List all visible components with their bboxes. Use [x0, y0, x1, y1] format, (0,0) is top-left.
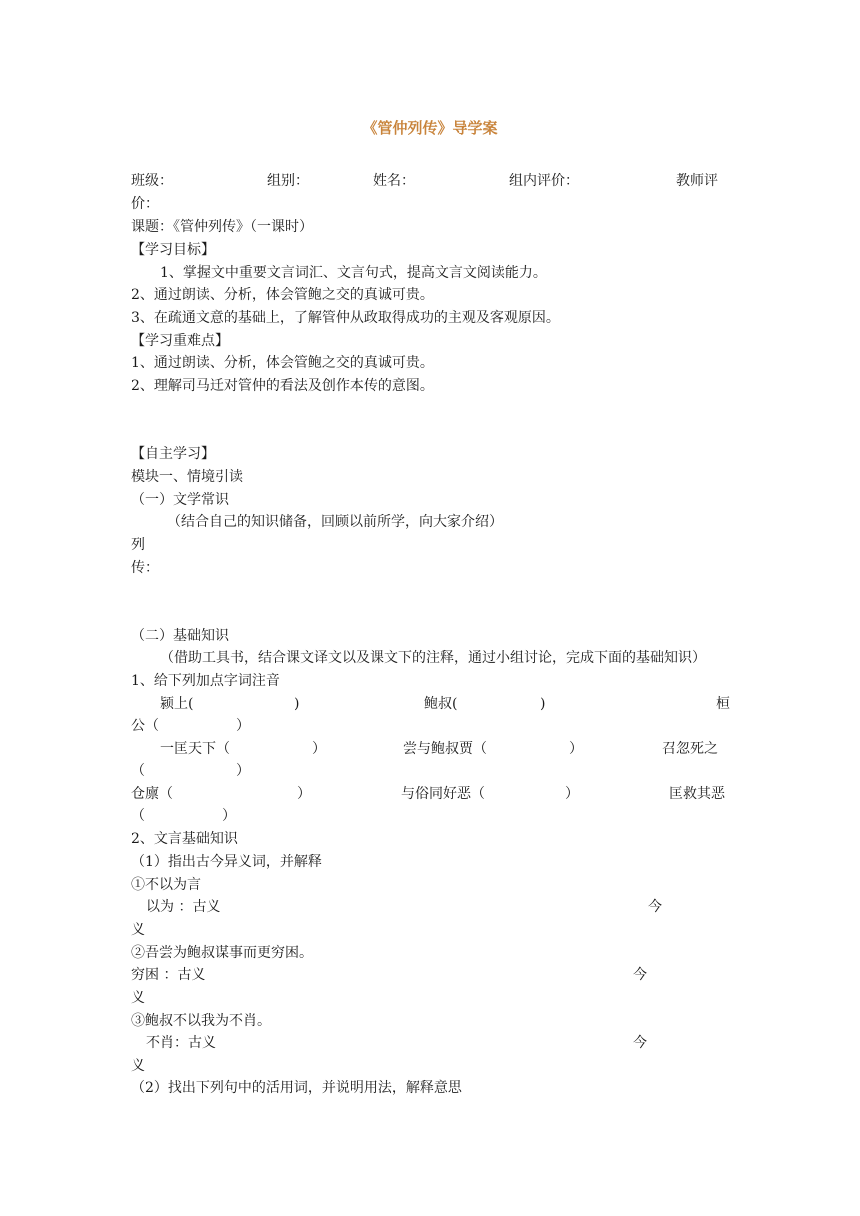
goal-item-2: 2、通过朗读、分析，体会管鲍之交的真诚可贵。: [131, 287, 434, 303]
name-label: 姓名：: [373, 173, 415, 189]
question-1: 1、给下列加点字词注音: [131, 673, 280, 689]
section2-note: （借助工具书，结合课文译文以及课文下的注释，通过小组讨论，完成下面的基础知识）: [160, 650, 706, 666]
yi-label: 义: [131, 922, 145, 938]
paren-close: ): [540, 696, 546, 712]
section2-heading: （二）基础知识: [131, 628, 229, 644]
page-title: 《管仲列传》导学案: [362, 119, 498, 137]
key-points-heading: 【学习重难点】: [131, 333, 229, 349]
paren-close: ): [294, 696, 300, 712]
question-2: 2、文言基础知识: [131, 831, 238, 847]
paren-close: ）: [565, 786, 579, 802]
pinyin-item: 召忽死之: [662, 741, 718, 757]
paren-close: ）: [569, 741, 583, 757]
pinyin-item-wrap: 公（: [131, 718, 159, 734]
topic-line: 课题：《管仲列传》（一课时）: [131, 219, 313, 235]
teacher-eval-wrap: 价：: [131, 196, 159, 212]
pinyin-item-wrap: （: [131, 763, 145, 779]
pinyin-item: 仓廪（: [131, 786, 173, 802]
paren-close: ）: [312, 741, 326, 757]
peer-eval-label: 组内评价：: [509, 173, 579, 189]
yi-label: 义: [131, 1058, 145, 1074]
example-word: 以为 ：古义: [146, 899, 221, 915]
question-2-2: （2）找出下列句中的活用词，并说明用法，解释意思: [131, 1080, 462, 1096]
key-point-2: 2、理解司马迁对管仲的看法及创作本传的意图。: [131, 378, 434, 394]
paren-close: ）: [297, 786, 311, 802]
pinyin-item-wrap: （: [131, 808, 145, 824]
section1-heading: （一）文学常识: [131, 492, 229, 508]
pinyin-item: 颍上(: [160, 696, 194, 712]
pinyin-item: 尝与鲍叔贾（: [403, 741, 487, 757]
paren-close: ）: [236, 718, 250, 734]
goal-item-3: 3、在疏通文意的基础上，了解管仲从政取得成功的主观及客观原因。: [131, 310, 560, 326]
pinyin-item: 与俗同好恶（: [401, 786, 485, 802]
class-label: 班级：: [131, 173, 173, 189]
paren-close: ）: [236, 763, 250, 779]
example-word: 穷困 ：古义: [131, 967, 206, 983]
jin-label: 今: [633, 1035, 647, 1051]
pinyin-item: 一匡天下（: [160, 741, 230, 757]
group-label: 组别：: [267, 173, 309, 189]
section1-note: （结合自己的知识储备，回顾以前所学，向大家介绍）: [167, 514, 503, 530]
example-word: 不肖：古义: [146, 1035, 216, 1051]
example-sentence: ①不以为言: [131, 877, 201, 893]
goal-item-1: 1、掌握文中重要文言词汇、文言句式，提高文言文阅读能力。: [160, 265, 547, 281]
pinyin-item: 匡救其恶: [669, 786, 725, 802]
lie-label: 列: [131, 537, 145, 553]
paren-close: ）: [222, 808, 236, 824]
example-sentence: ②吾尝为鲍叔谋事而更穷困。: [131, 945, 313, 961]
zhuan-label: 传：: [131, 560, 159, 576]
key-point-1: 1、通过朗读、分析，体会管鲍之交的真诚可贵。: [131, 355, 434, 371]
pinyin-item: 桓: [716, 696, 730, 712]
module-heading: 模块一、情境引读: [131, 469, 243, 485]
question-2-1: （1）指出古今异义词，并解释: [131, 854, 322, 870]
example-sentence: ③鲍叔不以我为不肖。: [131, 1013, 271, 1029]
pinyin-item: 鲍叔(: [424, 696, 458, 712]
jin-label: 今: [648, 899, 662, 915]
goals-heading: 【学习目标】: [131, 242, 215, 258]
yi-label: 义: [131, 990, 145, 1006]
teacher-eval-label: 教师评: [676, 173, 718, 189]
jin-label: 今: [633, 967, 647, 983]
self-study-heading: 【自主学习】: [131, 446, 215, 462]
